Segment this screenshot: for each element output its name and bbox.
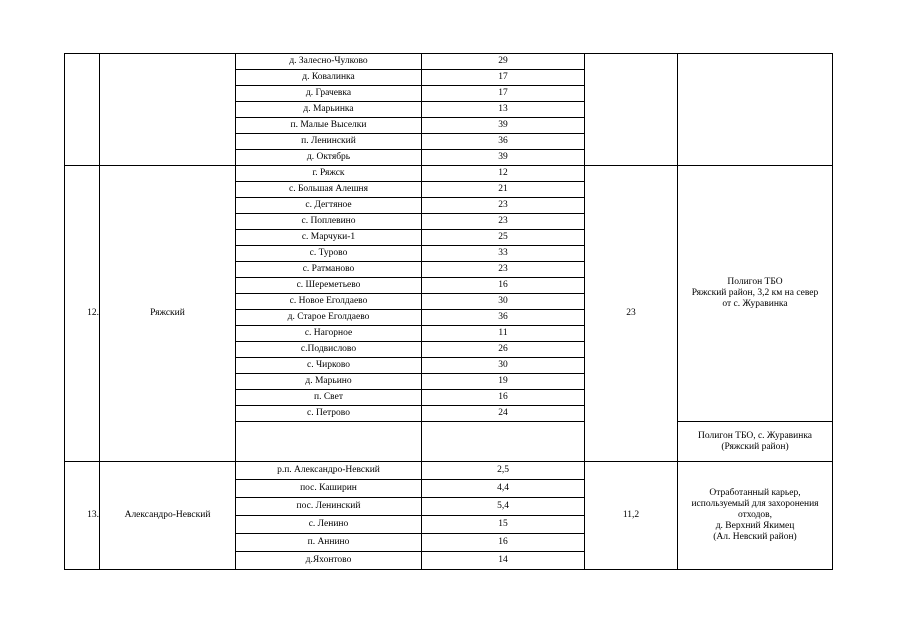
settlement-cell: с. Нагорное [236,326,422,342]
settlement-cell: п. Аннино [236,534,422,552]
distance-cell: 29 [422,54,585,70]
distance-cell [422,422,585,462]
waste-distance-table [64,53,833,570]
distance-cell: 17 [422,86,585,102]
settlement-cell: д.Яхонтово [236,552,422,570]
distance-cell: 14 [422,552,585,570]
settlement-cell: пос. Ленинский [236,498,422,516]
settlement-cell: с.Подвислово [236,342,422,358]
distance-cell: 15 [422,516,585,534]
settlement-cell [236,422,422,462]
distance-cell: 39 [422,150,585,166]
settlement-cell: п. Ленинский [236,134,422,150]
distance-cell: 23 [422,198,585,214]
disposal-site-cell: Отработанный карьер, используемый для захоронения отходов, д. Верхний Якимец (Ал. Невский район) [678,462,833,570]
district-name-cell: Ряжский [100,166,236,462]
settlement-cell: р.п. Александро-Невский [236,462,422,480]
average-distance-cell: 11,2 [585,462,678,570]
settlement-cell: с. Большая Алешня [236,182,422,198]
settlement-cell: д. Марьинка [236,102,422,118]
distance-cell: 26 [422,342,585,358]
distance-cell: 30 [422,294,585,310]
district-name-cell [100,54,236,166]
distance-cell: 24 [422,406,585,422]
district-number-cell: 12. [65,166,100,462]
distance-cell: 19 [422,374,585,390]
table-row [65,462,833,480]
settlement-cell: д. Октябрь [236,150,422,166]
table-row [65,54,833,70]
distance-cell: 36 [422,134,585,150]
table-row [65,166,833,182]
distance-cell: 16 [422,278,585,294]
settlement-cell: д. Залесно-Чулково [236,54,422,70]
settlement-cell: с. Поплевино [236,214,422,230]
settlement-cell: с. Дегтяное [236,198,422,214]
district-number-cell [65,54,100,166]
distance-cell: 11 [422,326,585,342]
distance-cell: 13 [422,102,585,118]
distance-cell: 33 [422,246,585,262]
distance-cell: 16 [422,390,585,406]
distance-cell: 39 [422,118,585,134]
average-distance-cell [585,54,678,166]
average-distance-cell: 23 [585,166,678,462]
settlement-cell: с. Ленино [236,516,422,534]
settlement-cell: пос. Каширин [236,480,422,498]
settlement-cell: д. Марьино [236,374,422,390]
settlement-cell: с. Чирково [236,358,422,374]
distance-cell: 36 [422,310,585,326]
settlement-cell: п. Свет [236,390,422,406]
settlement-cell: с. Шереметьево [236,278,422,294]
distance-cell: 12 [422,166,585,182]
district-name-cell: Александро-Невский [100,462,236,570]
settlement-cell: с. Ратманово [236,262,422,278]
disposal-site-cell: Полигон ТБО Ряжский район, 3,2 км на север от с. Журавинка [678,166,833,422]
settlement-cell: п. Малые Выселки [236,118,422,134]
settlement-cell: д. Старое Еголдаево [236,310,422,326]
disposal-site-cell: Полигон ТБО, с. Журавинка (Ряжский район) [678,422,833,462]
settlement-cell: г. Ряжск [236,166,422,182]
distance-cell: 30 [422,358,585,374]
settlement-cell: с. Турово [236,246,422,262]
distance-cell: 2,5 [422,462,585,480]
distance-cell: 5,4 [422,498,585,516]
settlement-cell: с. Марчуки-1 [236,230,422,246]
settlement-cell: с. Новое Еголдаево [236,294,422,310]
distance-cell: 16 [422,534,585,552]
settlement-cell: с. Петрово [236,406,422,422]
distance-cell: 17 [422,70,585,86]
distance-cell: 4,4 [422,480,585,498]
distance-cell: 23 [422,262,585,278]
settlement-cell: д. Грачевка [236,86,422,102]
disposal-site-cell [678,54,833,166]
distance-cell: 25 [422,230,585,246]
district-number-cell: 13. [65,462,100,570]
distance-cell: 23 [422,214,585,230]
distance-cell: 21 [422,182,585,198]
settlement-cell: д. Ковалинка [236,70,422,86]
